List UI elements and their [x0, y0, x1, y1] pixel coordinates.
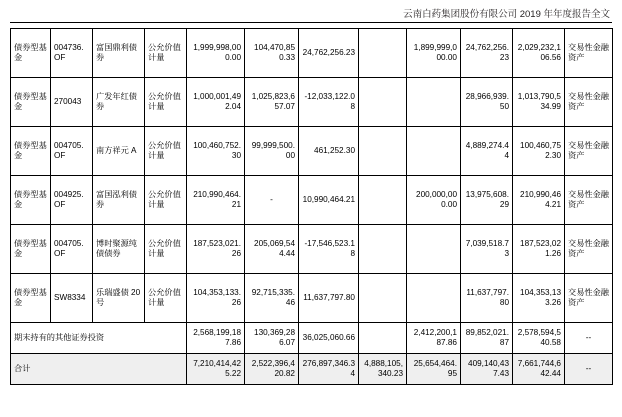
- cell-measure: 公允价值计量: [145, 274, 187, 323]
- cell-sale: 7,661,744,642.44: [513, 354, 565, 385]
- cell-sale: 210,990,464.21: [513, 176, 565, 225]
- cell-sale: 1,013,790,534.99: [513, 78, 565, 127]
- cell-impairment: 1,899,999,000.00: [407, 29, 461, 78]
- cell-purchase: 13,975,608.29: [461, 176, 513, 225]
- cell-fair-change-profit: 24,762,256.23: [299, 29, 359, 78]
- cell-impairment: 2,412,200,187.86: [407, 323, 461, 354]
- cell-purchase: 24,762,256.23: [461, 29, 513, 78]
- cell-name: 富国鼎利债券: [93, 29, 145, 78]
- cell-impairment: [407, 78, 461, 127]
- cell-fair-change-profit: -12,033,122.08: [299, 78, 359, 127]
- cell-purchase: 7,039,518.73: [461, 225, 513, 274]
- cell-type: 债券型基金: [11, 176, 51, 225]
- cell-fair-change-profit: 276,897,346.34: [299, 354, 359, 385]
- cell-equity-change: [359, 323, 407, 354]
- cell-initial-cost: 100,460,752.30: [187, 127, 245, 176]
- cell-code: 270043: [51, 78, 93, 127]
- cell-purchase: 28,966,939.50: [461, 78, 513, 127]
- table-row: [11, 274, 613, 323]
- cell-impairment: [407, 127, 461, 176]
- cell-impairment: [407, 274, 461, 323]
- cell-measure: 公允价值计量: [145, 78, 187, 127]
- cell-sale: 100,460,752.30: [513, 127, 565, 176]
- cell-code: SW8334: [51, 274, 93, 323]
- cell-category: 交易性金融资产: [565, 225, 613, 274]
- cell-begin-value: 205,069,544.44: [245, 225, 299, 274]
- cell-begin-value: 99,999,500.00: [245, 127, 299, 176]
- cell-purchase: 89,852,021.87: [461, 323, 513, 354]
- cell-fair-change-profit: 461,252.30: [299, 127, 359, 176]
- cell-equity-change: [359, 29, 407, 78]
- cell-other-label: 期末持有的其他证券投资: [11, 323, 187, 354]
- table-row: [11, 78, 613, 127]
- cell-fair-change-profit: 11,637,797.80: [299, 274, 359, 323]
- header-title: 云南白药集团股份有限公司 2019 年年度报告全文: [403, 9, 610, 20]
- cell-name: 南方祥元 A: [93, 127, 145, 176]
- cell-initial-cost: 2,568,199,187.86: [187, 323, 245, 354]
- cell-sale: 2,029,232,106.56: [513, 29, 565, 78]
- cell-begin-value: 1,025,823,657.07: [245, 78, 299, 127]
- cell-initial-cost: 7,210,414,425.22: [187, 354, 245, 385]
- cell-type: 债券型基金: [11, 127, 51, 176]
- cell-fair-change-profit: 36,025,060.66: [299, 323, 359, 354]
- cell-fair-change-profit: -17,546,523.18: [299, 225, 359, 274]
- table-row: [11, 29, 613, 78]
- cell-begin-value: 130,369,286.07: [245, 323, 299, 354]
- cell-category: 交易性金融资产: [565, 127, 613, 176]
- cell-category: --: [565, 323, 613, 354]
- cell-begin-value: -: [245, 176, 299, 225]
- cell-name: 富国泓利债券: [93, 176, 145, 225]
- cell-sale: 187,523,021.26: [513, 225, 565, 274]
- cell-equity-change: [359, 176, 407, 225]
- cell-type: 债券型基金: [11, 274, 51, 323]
- cell-begin-value: 2,522,396,420.82: [245, 354, 299, 385]
- cell-purchase: 11,637,797.80: [461, 274, 513, 323]
- cell-measure: 公允价值计量: [145, 127, 187, 176]
- cell-equity-change: [359, 78, 407, 127]
- cell-sale: 104,353,133.26: [513, 274, 565, 323]
- cell-fair-change-profit: 10,990,464.21: [299, 176, 359, 225]
- header-divider: [10, 22, 612, 23]
- cell-category: --: [565, 354, 613, 385]
- cell-type: 债券型基金: [11, 29, 51, 78]
- cell-type: 债券型基金: [11, 78, 51, 127]
- cell-impairment: 200,000,000.00: [407, 176, 461, 225]
- cell-impairment: 25,654,464.95: [407, 354, 461, 385]
- cell-category: 交易性金融资产: [565, 176, 613, 225]
- table-row: [11, 127, 613, 176]
- cell-initial-cost: 187,523,021.26: [187, 225, 245, 274]
- cell-initial-cost: 1,999,998,000.00: [187, 29, 245, 78]
- cell-initial-cost: 1,000,001,492.04: [187, 78, 245, 127]
- table-row: [11, 176, 613, 225]
- cell-category: 交易性金融资产: [565, 274, 613, 323]
- cell-total-label: 合计: [11, 354, 187, 385]
- table-row: [11, 225, 613, 274]
- cell-measure: 公允价值计量: [145, 29, 187, 78]
- cell-begin-value: 92,715,335.46: [245, 274, 299, 323]
- cell-code: 004736.OF: [51, 29, 93, 78]
- cell-initial-cost: 210,990,464.21: [187, 176, 245, 225]
- cell-measure: 公允价值计量: [145, 225, 187, 274]
- cell-code: 004705.OF: [51, 127, 93, 176]
- cell-equity-change: [359, 127, 407, 176]
- cell-impairment: [407, 225, 461, 274]
- cell-equity-change: 4,888,105,340.23: [359, 354, 407, 385]
- table-row-other-investments: [11, 323, 613, 354]
- cell-name: 乐瑞盛债 20 号: [93, 274, 145, 323]
- cell-category: 交易性金融资产: [565, 78, 613, 127]
- cell-purchase: 409,140,437.43: [461, 354, 513, 385]
- cell-category: 交易性金融资产: [565, 29, 613, 78]
- table-row-total: [11, 354, 613, 385]
- cell-begin-value: 104,470,850.33: [245, 29, 299, 78]
- cell-initial-cost: 104,353,133.26: [187, 274, 245, 323]
- cell-type: 债券型基金: [11, 225, 51, 274]
- cell-code: 004705.OF: [51, 225, 93, 274]
- cell-equity-change: [359, 225, 407, 274]
- cell-purchase: 4,889,274.44: [461, 127, 513, 176]
- cell-measure: 公允价值计量: [145, 176, 187, 225]
- cell-sale: 2,578,594,540.58: [513, 323, 565, 354]
- cell-equity-change: [359, 274, 407, 323]
- cell-name: 广发年红债券: [93, 78, 145, 127]
- securities-investment-table: [10, 28, 613, 385]
- cell-code: 004925.OF: [51, 176, 93, 225]
- cell-name: 博时聚源纯债债券: [93, 225, 145, 274]
